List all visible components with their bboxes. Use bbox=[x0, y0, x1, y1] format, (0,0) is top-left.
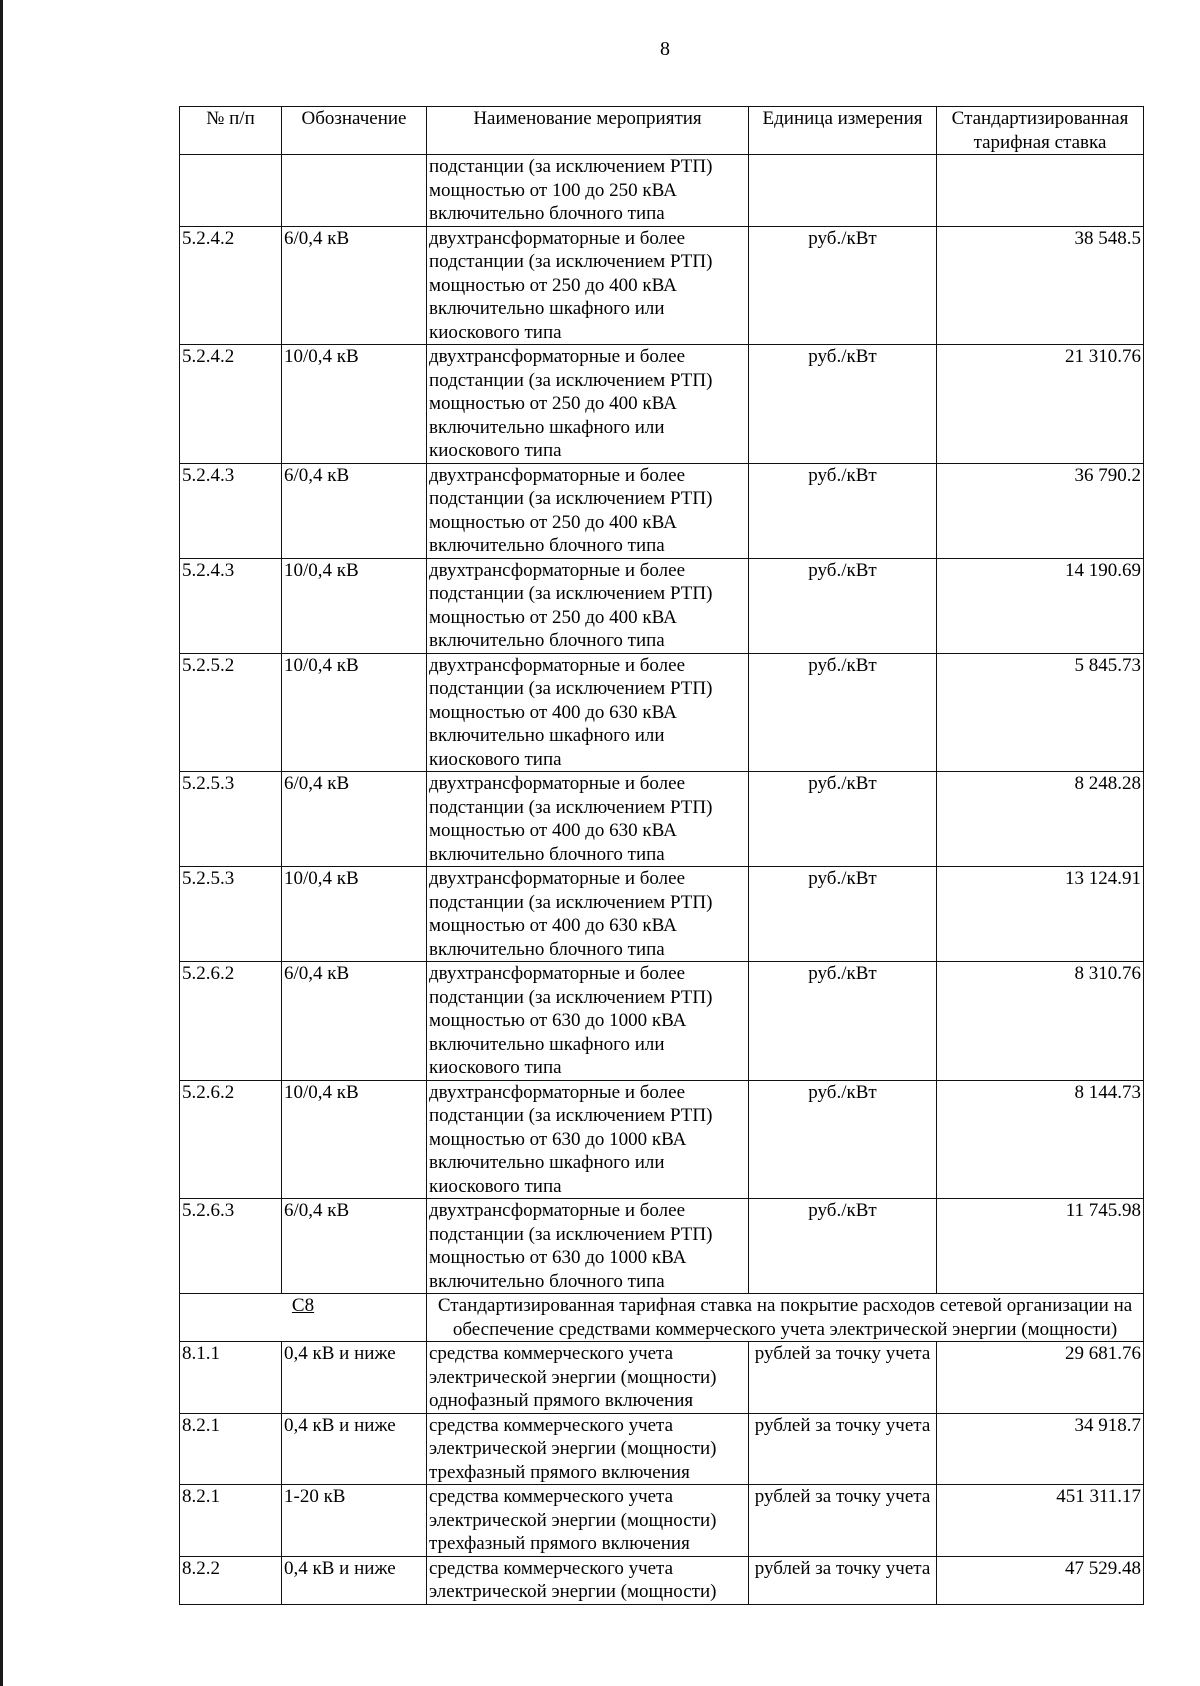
cell-num: 5.2.6.2 bbox=[180, 1080, 282, 1199]
cell-unit: руб./кВт bbox=[749, 463, 937, 558]
cell-name: подстанции (за исключением РТП) мощностью от 100 до 250 кВА включительно блочного типа bbox=[427, 155, 749, 227]
cell-unit: рублей за точку учета bbox=[749, 1413, 937, 1485]
table-row bbox=[180, 1556, 1144, 1604]
cell-num: 5.2.5.2 bbox=[180, 653, 282, 772]
cell-name: средства коммерческого учета электрической энергии (мощности) трехфазный прямого включения bbox=[427, 1413, 749, 1485]
cell-num: 5.2.4.2 bbox=[180, 345, 282, 464]
cell-designation: 6/0,4 кВ bbox=[282, 1199, 427, 1294]
cell-num bbox=[180, 155, 282, 227]
cell-unit: рублей за точку учета bbox=[749, 1342, 937, 1414]
cell-unit: руб./кВт bbox=[749, 653, 937, 772]
cell-name: двухтрансформаторные и более подстанции (за исключением РТП) мощностью от 630 до 1000 кВА включительно шкафного или киоскового типа bbox=[427, 962, 749, 1081]
cell-unit: руб./кВт bbox=[749, 226, 937, 345]
cell-designation: 10/0,4 кВ bbox=[282, 653, 427, 772]
table-row-continuation bbox=[180, 155, 1144, 227]
cell-designation: 1-20 кВ bbox=[282, 1485, 427, 1557]
cell-num: 5.2.6.2 bbox=[180, 962, 282, 1081]
cell-name: двухтрансформаторные и более подстанции (за исключением РТП) мощностью от 400 до 630 кВА включительно шкафного или киоскового типа bbox=[427, 653, 749, 772]
table-row bbox=[180, 226, 1144, 345]
cell-unit: руб./кВт bbox=[749, 1199, 937, 1294]
cell-num: 5.2.4.2 bbox=[180, 226, 282, 345]
cell-rate: 11 745.98 bbox=[937, 1199, 1144, 1294]
cell-unit: руб./кВт bbox=[749, 558, 937, 653]
cell-unit: рублей за точку учета bbox=[749, 1556, 937, 1604]
cell-rate: 21 310.76 bbox=[937, 345, 1144, 464]
cell-name: двухтрансформаторные и более подстанции (за исключением РТП) мощностью от 400 до 630 кВА включительно блочного типа bbox=[427, 772, 749, 867]
cell-num: 5.2.6.3 bbox=[180, 1199, 282, 1294]
cell-name: двухтрансформаторные и более подстанции (за исключением РТП) мощностью от 630 до 1000 кВА включительно блочного типа bbox=[427, 1199, 749, 1294]
table-header-row bbox=[180, 107, 1144, 155]
table-body bbox=[180, 155, 1144, 1605]
cell-rate bbox=[937, 155, 1144, 227]
cell-designation: 0,4 кВ и ниже bbox=[282, 1556, 427, 1604]
header-rate: Стандартизированная тарифная ставка bbox=[937, 107, 1144, 155]
cell-num: 8.1.1 bbox=[180, 1342, 282, 1414]
section-code: C8 bbox=[180, 1294, 427, 1342]
table-row bbox=[180, 1342, 1144, 1414]
cell-name: двухтрансформаторные и более подстанции (за исключением РТП) мощностью от 630 до 1000 кВА включительно шкафного или киоскового типа bbox=[427, 1080, 749, 1199]
table-row bbox=[180, 558, 1144, 653]
header-unit: Единица измерения bbox=[749, 107, 937, 155]
cell-name: средства коммерческого учета электрической энергии (мощности) однофазный прямого включения bbox=[427, 1342, 749, 1414]
cell-num: 5.2.5.3 bbox=[180, 772, 282, 867]
cell-name: двухтрансформаторные и более подстанции (за исключением РТП) мощностью от 250 до 400 кВА включительно шкафного или киоскового типа bbox=[427, 345, 749, 464]
tariff-table bbox=[179, 106, 1144, 1605]
cell-num: 8.2.1 bbox=[180, 1485, 282, 1557]
cell-rate: 38 548.5 bbox=[937, 226, 1144, 345]
cell-name: средства коммерческого учета электрической энергии (мощности) bbox=[427, 1556, 749, 1604]
cell-num: 5.2.4.3 bbox=[180, 463, 282, 558]
cell-unit: руб./кВт bbox=[749, 867, 937, 962]
table-row bbox=[180, 1199, 1144, 1294]
cell-name: двухтрансформаторные и более подстанции (за исключением РТП) мощностью от 250 до 400 кВА включительно шкафного или киоскового типа bbox=[427, 226, 749, 345]
cell-name: двухтрансформаторные и более подстанции (за исключением РТП) мощностью от 250 до 400 кВА включительно блочного типа bbox=[427, 463, 749, 558]
cell-rate: 8 248.28 bbox=[937, 772, 1144, 867]
table-row bbox=[180, 867, 1144, 962]
cell-designation: 10/0,4 кВ bbox=[282, 867, 427, 962]
cell-name: двухтрансформаторные и более подстанции (за исключением РТП) мощностью от 250 до 400 кВА включительно блочного типа bbox=[427, 558, 749, 653]
cell-unit: руб./кВт bbox=[749, 962, 937, 1081]
cell-designation: 6/0,4 кВ bbox=[282, 772, 427, 867]
cell-rate: 47 529.48 bbox=[937, 1556, 1144, 1604]
cell-num: 5.2.5.3 bbox=[180, 867, 282, 962]
table-row bbox=[180, 962, 1144, 1081]
header-num: № п/п bbox=[180, 107, 282, 155]
cell-unit bbox=[749, 155, 937, 227]
cell-rate: 5 845.73 bbox=[937, 653, 1144, 772]
table-row bbox=[180, 1485, 1144, 1557]
cell-unit: рублей за точку учета bbox=[749, 1485, 937, 1557]
table-row bbox=[180, 1413, 1144, 1485]
table-row bbox=[180, 772, 1144, 867]
cell-rate: 13 124.91 bbox=[937, 867, 1144, 962]
cell-rate: 8 310.76 bbox=[937, 962, 1144, 1081]
cell-rate: 29 681.76 bbox=[937, 1342, 1144, 1414]
cell-unit: руб./кВт bbox=[749, 345, 937, 464]
cell-designation: 0,4 кВ и ниже bbox=[282, 1342, 427, 1414]
table-row bbox=[180, 345, 1144, 464]
cell-designation: 10/0,4 кВ bbox=[282, 345, 427, 464]
header-designation: Обозначение bbox=[282, 107, 427, 155]
cell-name: двухтрансформаторные и более подстанции (за исключением РТП) мощностью от 400 до 630 кВА включительно блочного типа bbox=[427, 867, 749, 962]
cell-designation: 10/0,4 кВ bbox=[282, 558, 427, 653]
cell-designation: 6/0,4 кВ bbox=[282, 226, 427, 345]
cell-num: 8.2.1 bbox=[180, 1413, 282, 1485]
cell-num: 8.2.2 bbox=[180, 1556, 282, 1604]
cell-unit: руб./кВт bbox=[749, 1080, 937, 1199]
table-row bbox=[180, 463, 1144, 558]
cell-rate: 8 144.73 bbox=[937, 1080, 1144, 1199]
header-name: Наименование мероприятия bbox=[427, 107, 749, 155]
table-row bbox=[180, 1080, 1144, 1199]
cell-num: 5.2.4.3 bbox=[180, 558, 282, 653]
table-row bbox=[180, 653, 1144, 772]
cell-designation: 0,4 кВ и ниже bbox=[282, 1413, 427, 1485]
cell-designation: 10/0,4 кВ bbox=[282, 1080, 427, 1199]
section-row bbox=[180, 1294, 1144, 1342]
cell-unit: руб./кВт bbox=[749, 772, 937, 867]
cell-rate: 34 918.7 bbox=[937, 1413, 1144, 1485]
cell-designation bbox=[282, 155, 427, 227]
cell-rate: 14 190.69 bbox=[937, 558, 1144, 653]
cell-rate: 451 311.17 bbox=[937, 1485, 1144, 1557]
cell-designation: 6/0,4 кВ bbox=[282, 962, 427, 1081]
section-title: Стандартизированная тарифная ставка на покрытие расходов сетевой организации на обеспечение средствами коммерческого учета электрической энергии (мощности) bbox=[427, 1294, 1144, 1342]
page-number: 8 bbox=[660, 38, 670, 60]
scan-edge bbox=[0, 0, 3, 1686]
cell-name: средства коммерческого учета электрической энергии (мощности) трехфазный прямого включения bbox=[427, 1485, 749, 1557]
cell-rate: 36 790.2 bbox=[937, 463, 1144, 558]
cell-designation: 6/0,4 кВ bbox=[282, 463, 427, 558]
